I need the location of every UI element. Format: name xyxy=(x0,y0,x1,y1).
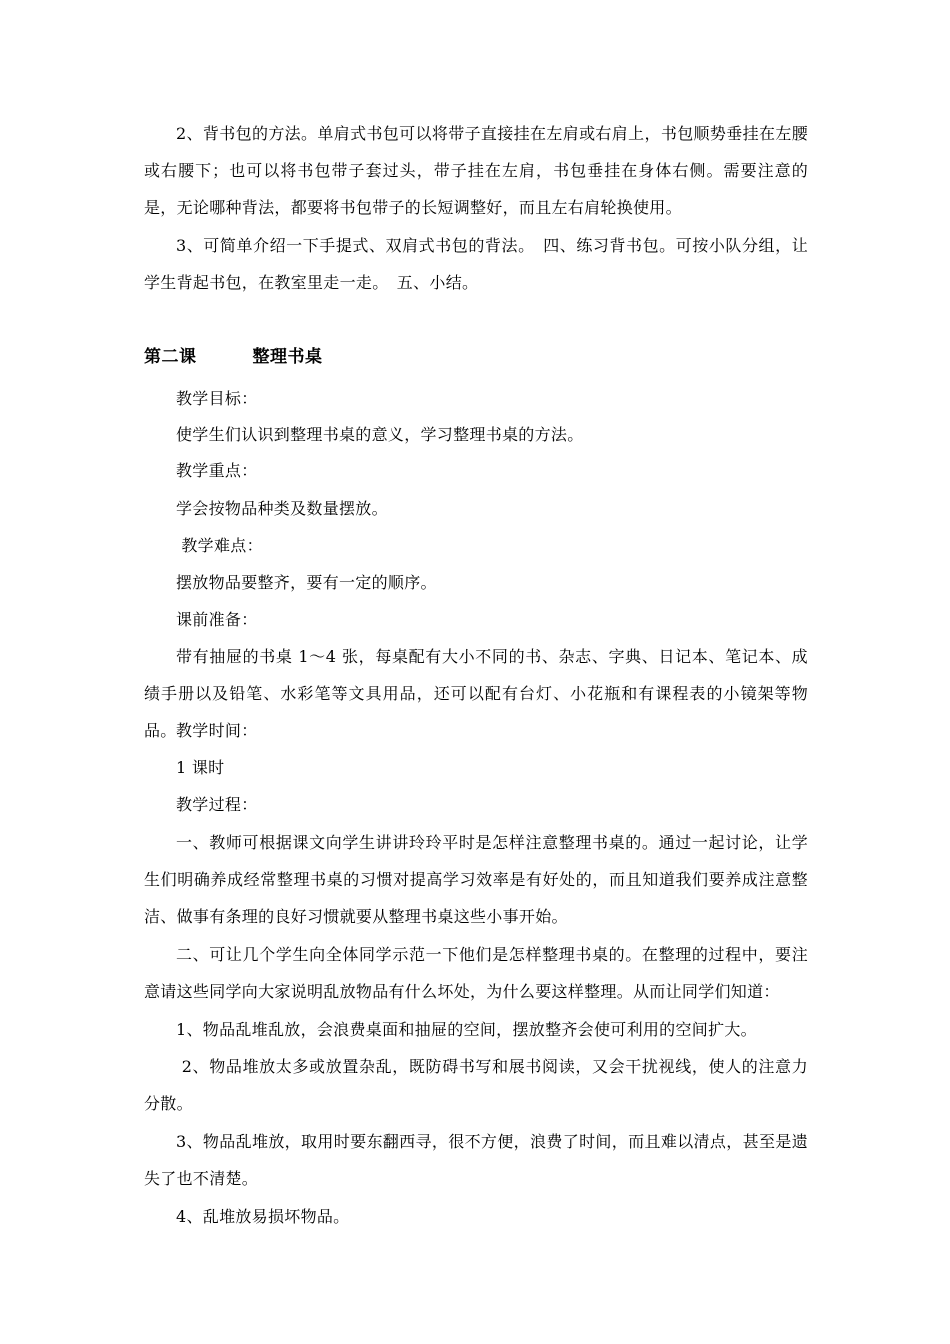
point-4: 4、乱堆放易损坏物品。 xyxy=(176,1207,350,1226)
prep-label: 课前准备： xyxy=(176,610,258,629)
lesson-number: 第二课 xyxy=(144,347,197,367)
process-label: 教学过程： xyxy=(176,795,258,814)
prep-text: 带有抽屉的书桌 1～4 张，每桌配有大小不同的书、杂志、字典、日记本、笔记本、成绩手册以及铅笔、水彩笔等文具用品，还可以配有台灯、小花瓶和有课程表的小镜架等物品。 xyxy=(144,647,808,740)
point-2: 2、物品堆放太多或放置杂乱，既防碍书写和展书阅读，又会干扰视线，使人的注意力分散。 xyxy=(144,1057,808,1113)
time-label: 教学时间： xyxy=(176,721,258,740)
key-label: 教学重点： xyxy=(176,461,258,480)
process-step-1: 一、教师可根据课文向学生讲讲玲玲平时是怎样注意整理书桌的。通过一起讨论，让学生们明确养成经常整理书桌的习惯对提高学习效率是有好处的，而且知道我们要养成注意整洁、做事有条理的良好习惯就要从整理书桌这些小事开始。 xyxy=(144,833,808,926)
goal-text: 使学生们认识到整理书桌的意义，学习整理书桌的方法。 xyxy=(176,425,584,444)
lesson-heading xyxy=(144,342,323,367)
lesson-title: 整理书桌 xyxy=(252,347,323,367)
difficulty-text: 摆放物品要整齐，要有一定的顺序。 xyxy=(176,573,437,592)
key-text: 学会按物品种类及数量摆放。 xyxy=(176,499,388,518)
time-text: 1 课时 xyxy=(176,758,225,777)
process-step-2: 二、可让几个学生向全体同学示范一下他们是怎样整理书桌的。在整理的过程中，要注意请这些同学向大家说明乱放物品有什么坏处，为什么要这样整理。从而让同学们知道： xyxy=(144,945,808,1001)
point-3: 3、物品乱堆放，取用时要东翻西寻，很不方便，浪费了时间，而且难以清点，甚至是遗失了也不清楚。 xyxy=(144,1132,808,1188)
paragraph-backpack-method: 2、背书包的方法。单肩式书包可以将带子直接挂在左肩或右肩上，书包顺势垂挂在左腰或右腰下；也可以将书包带子套过头，带子挂在左肩，书包垂挂在身体右侧。需要注意的是，无论哪种背法，都要将书包带子的长短调整好，而且左右肩轮换使用。 xyxy=(144,124,808,217)
point-1: 1、物品乱堆乱放，会浪费桌面和抽屉的空间，摆放整齐会使可利用的空间扩大。 xyxy=(176,1020,757,1039)
difficulty-label: 教学难点： xyxy=(176,536,263,555)
goal-label: 教学目标： xyxy=(176,389,258,408)
paragraph-other-backpacks: 3、可简单介绍一下手提式、双肩式书包的背法。 四、练习背书包。可按小队分组，让学生背起书包，在教室里走一走。 五、小结。 xyxy=(144,236,808,292)
